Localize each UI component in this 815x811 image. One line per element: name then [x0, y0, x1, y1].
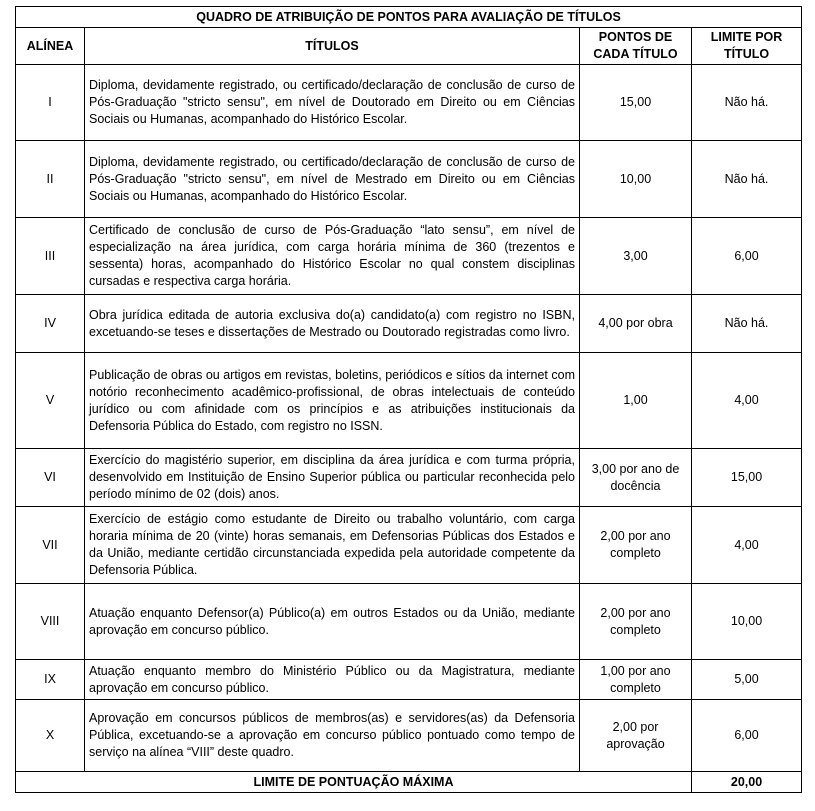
cell-titulo: Certificado de conclusão de curso de Pós-Graduação “lato sensu”, em nível de especialização na área jurídica, com carga horária mínima de 360 (trezentos e sessenta) horas, acompanhado do Histórico Escolar no qual constem disciplinas cursadas e respectiva carga horária.	[85, 218, 580, 295]
cell-titulo: Atuação enquanto membro do Ministério Público ou da Magistratura, mediante aprovação em concurso público.	[85, 660, 580, 700]
cell-titulo: Publicação de obras ou artigos em revistas, boletins, periódicos e sítios da internet com notório reconhecimento acadêmico-profissional, de obras intelectuais de conteúdo jurídico ou com afinidade com os princípios e as atribuições institucionais da Defensoria Pública do Estado, com registro no ISSN.	[85, 353, 580, 449]
cell-alinea: VIII	[16, 584, 85, 660]
total-value: 20,00	[692, 772, 802, 793]
table-row	[16, 353, 802, 449]
cell-pontos: 2,00 por aprovação	[580, 700, 692, 772]
table-row	[16, 660, 802, 700]
cell-pontos: 3,00	[580, 218, 692, 295]
cell-alinea: VI	[16, 449, 85, 507]
cell-alinea: V	[16, 353, 85, 449]
cell-pontos: 10,00	[580, 141, 692, 218]
table-row	[16, 700, 802, 772]
total-label: LIMITE DE PONTUAÇÃO MÁXIMA	[16, 772, 692, 793]
cell-limite: Não há.	[692, 65, 802, 141]
cell-titulo: Exercício de estágio como estudante de Direito ou trabalho voluntário, com carga horaria mínima de 20 (vinte) horas semanais, em Defensorias Públicas dos Estados e da União, mediante certidão circunstanciada expedida pela autoridade competente da Defensoria Pública.	[85, 507, 580, 584]
cell-titulo: Atuação enquanto Defensor(a) Público(a) em outros Estados ou da União, mediante aprovação em concurso público.	[85, 584, 580, 660]
cell-alinea: IX	[16, 660, 85, 700]
cell-alinea: X	[16, 700, 85, 772]
table-caption-row	[16, 7, 802, 28]
cell-limite: Não há.	[692, 295, 802, 353]
cell-limite: Não há.	[692, 141, 802, 218]
cell-pontos: 1,00	[580, 353, 692, 449]
cell-limite: 4,00	[692, 353, 802, 449]
cell-alinea: VII	[16, 507, 85, 584]
cell-limite: 5,00	[692, 660, 802, 700]
header-titulos: TÍTULOS	[85, 28, 580, 65]
cell-titulo: Aprovação em concursos públicos de membros(as) e servidores(as) da Defensoria Pública, excetuando-se a aprovação em concurso público pontuado como tempo de serviço na alínea “VIII” deste quadro.	[85, 700, 580, 772]
table-row	[16, 218, 802, 295]
cell-titulo: Exercício do magistério superior, em disciplina da área jurídica e com turma própria, desenvolvido em Instituição de Ensino Superior pública ou particular reconhecida pelo período mínimo de 02 (dois) anos.	[85, 449, 580, 507]
cell-titulo: Obra jurídica editada de autoria exclusiva do(a) candidato(a) com registro no ISBN, excetuando-se teses e dissertações de Mestrado ou Doutorado registradas como livro.	[85, 295, 580, 353]
cell-alinea: I	[16, 65, 85, 141]
cell-limite: 6,00	[692, 700, 802, 772]
table-row	[16, 449, 802, 507]
cell-pontos: 1,00 por ano completo	[580, 660, 692, 700]
cell-alinea: III	[16, 218, 85, 295]
header-alinea: ALÍNEA	[16, 28, 85, 65]
cell-titulo: Diploma, devidamente registrado, ou certificado/declaração de conclusão de curso de Pós-Graduação "stricto sensu", em nível de Mestrado em Direito ou em Ciências Sociais ou Humanas, acompanhado do Histórico Escolar.	[85, 141, 580, 218]
cell-limite: 6,00	[692, 218, 802, 295]
cell-alinea: IV	[16, 295, 85, 353]
cell-limite: 4,00	[692, 507, 802, 584]
table-caption: QUADRO DE ATRIBUIÇÃO DE PONTOS PARA AVALIAÇÃO DE TÍTULOS	[16, 7, 802, 28]
pontuacao-table	[15, 6, 802, 793]
table-header-row	[16, 28, 802, 65]
cell-pontos: 3,00 por ano de docência	[580, 449, 692, 507]
cell-limite: 10,00	[692, 584, 802, 660]
cell-titulo: Diploma, devidamente registrado, ou certificado/declaração de conclusão de curso de Pós-Graduação "stricto sensu", em nível de Doutorado em Direito ou em Ciências Sociais ou Humanas, acompanhado do Histórico Escolar.	[85, 65, 580, 141]
cell-alinea: II	[16, 141, 85, 218]
cell-pontos: 2,00 por ano completo	[580, 507, 692, 584]
table-row	[16, 65, 802, 141]
table-row	[16, 507, 802, 584]
total-row	[16, 772, 802, 793]
table-row	[16, 295, 802, 353]
cell-pontos: 4,00 por obra	[580, 295, 692, 353]
cell-pontos: 15,00	[580, 65, 692, 141]
table-row	[16, 584, 802, 660]
header-pontos: PONTOS DE CADA TÍTULO	[580, 28, 692, 65]
header-limite: LIMITE POR TÍTULO	[692, 28, 802, 65]
cell-pontos: 2,00 por ano completo	[580, 584, 692, 660]
cell-limite: 15,00	[692, 449, 802, 507]
table-row	[16, 141, 802, 218]
